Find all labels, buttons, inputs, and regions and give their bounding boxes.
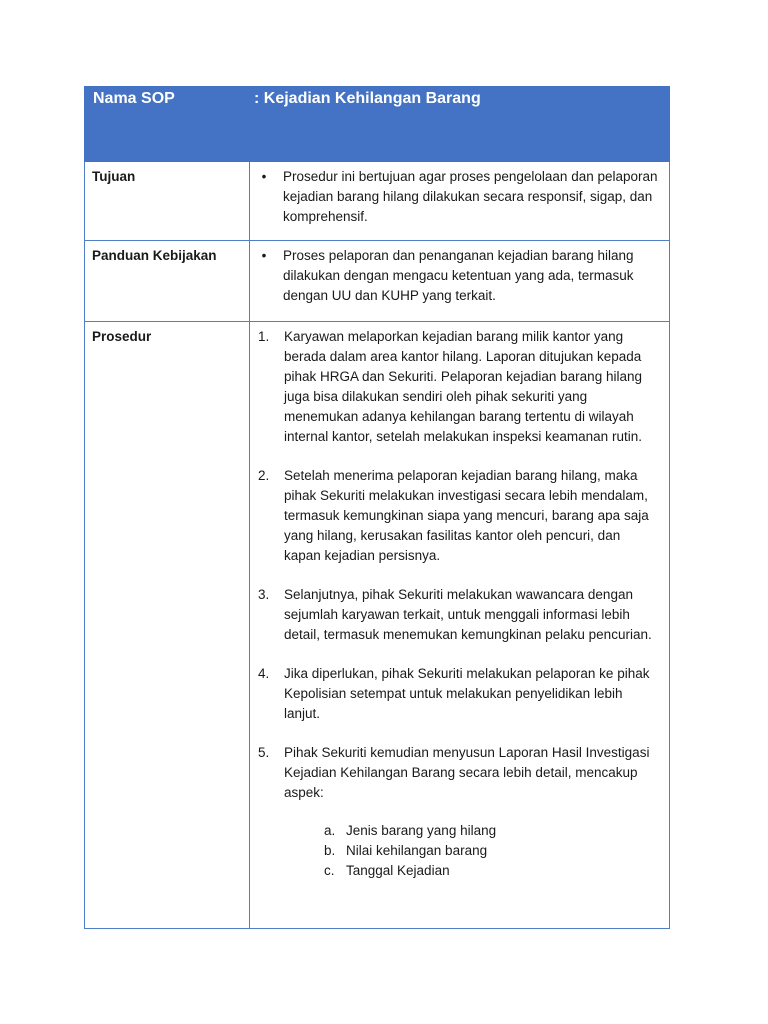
sop-table <box>84 86 670 929</box>
step-text-body: Pihak Sekuriti kemudian menyusun Laporan Hasil Investigasi Kejadian Kehilangan Barang secara lebih detail, mencakup aspek: <box>284 745 650 800</box>
tujuan-label-cell <box>85 162 250 241</box>
tujuan-label: Tujuan <box>92 169 136 184</box>
prosedur-step <box>250 327 659 447</box>
prosedur-step <box>250 743 659 881</box>
step-number: 2. <box>258 468 270 483</box>
prosedur-step <box>250 664 659 724</box>
step-number: 5. <box>258 745 270 760</box>
prosedur-content-cell <box>250 322 670 929</box>
step-number: 1. <box>258 329 270 344</box>
sub-item-letter: c. <box>324 863 335 878</box>
prosedur-step <box>250 466 659 566</box>
sub-list-item <box>324 861 659 881</box>
sub-list-item <box>324 821 659 841</box>
header-value-cell <box>250 87 670 162</box>
panduan-row <box>85 241 670 322</box>
prosedur-row <box>85 322 670 929</box>
header-row <box>85 87 670 162</box>
sub-item-text: Nilai kehilangan barang <box>346 843 488 858</box>
header-label-cell <box>85 87 250 162</box>
panduan-label: Panduan Kebijakan <box>92 248 217 263</box>
step-number: 4. <box>258 666 270 681</box>
sub-item-text: Tanggal Kejadian <box>346 863 450 878</box>
header-label: Nama SOP <box>93 90 175 107</box>
step-text: Selanjutnya, pihak Sekuriti melakukan wawancara dengan sejumlah karyawan terkait, untuk menggali informasi lebih detail, termasuk menemukan kemungkinan pelaku pencurian. <box>284 587 652 642</box>
bullet-icon: • <box>261 169 267 184</box>
step-text: Karyawan melaporkan kejadian barang milik kantor yang berada dalam area kantor hilang. Laporan ditujukan kepada pihak HRGA dan Sekuriti. Pelaporan kejadian barang hilang juga bisa dilakukan sendiri oleh pihak sekuriti yang menemukan adanya kehilangan barang tertentu di wilayah internal kantor, setelah melakukan inspeksi keamanan rutin. <box>284 329 642 444</box>
step-text: Jika diperlukan, pihak Sekuriti melakukan pelaporan ke pihak Kepolisian setempat untuk melakukan penyelidikan lebih lanjut. <box>284 666 650 721</box>
panduan-content-cell <box>250 241 670 322</box>
tujuan-row <box>85 162 670 241</box>
sub-item-text: Jenis barang yang hilang <box>346 823 497 838</box>
step-number: 3. <box>258 587 270 602</box>
sub-item-letter: a. <box>324 823 336 838</box>
panduan-text: Proses pelaporan dan penanganan kejadian barang hilang dilakukan dengan mengacu ketentuan yang ada, termasuk dengan UU dan KUHP yang terkait. <box>283 248 634 303</box>
prosedur-label-cell <box>85 322 250 929</box>
step-text <box>282 743 659 881</box>
tujuan-text: Prosedur ini bertujuan agar proses pengelolaan dan pelaporan kejadian barang hilang dilakukan secara responsif, sigap, dan komprehensif. <box>283 169 658 224</box>
prosedur-label: Prosedur <box>92 329 152 344</box>
aspect-sub-list <box>324 821 659 881</box>
sop-title: : Kejadian Kehilangan Barang <box>254 90 481 107</box>
sub-list-item <box>324 841 659 861</box>
step-text: Setelah menerima pelaporan kejadian barang hilang, maka pihak Sekuriti melakukan investigasi secara lebih mendalam, termasuk kemungkinan siapa yang mencuri, barang apa saja yang hilang, kerusakan fasilitas kantor oleh pencuri, dan kapan kejadian persisnya. <box>284 468 649 563</box>
tujuan-bullet <box>250 167 659 227</box>
sub-item-letter: b. <box>324 843 336 858</box>
panduan-bullet <box>250 246 659 306</box>
tujuan-content-cell <box>250 162 670 241</box>
prosedur-step <box>250 585 659 645</box>
bullet-icon: • <box>261 248 267 263</box>
panduan-label-cell <box>85 241 250 322</box>
